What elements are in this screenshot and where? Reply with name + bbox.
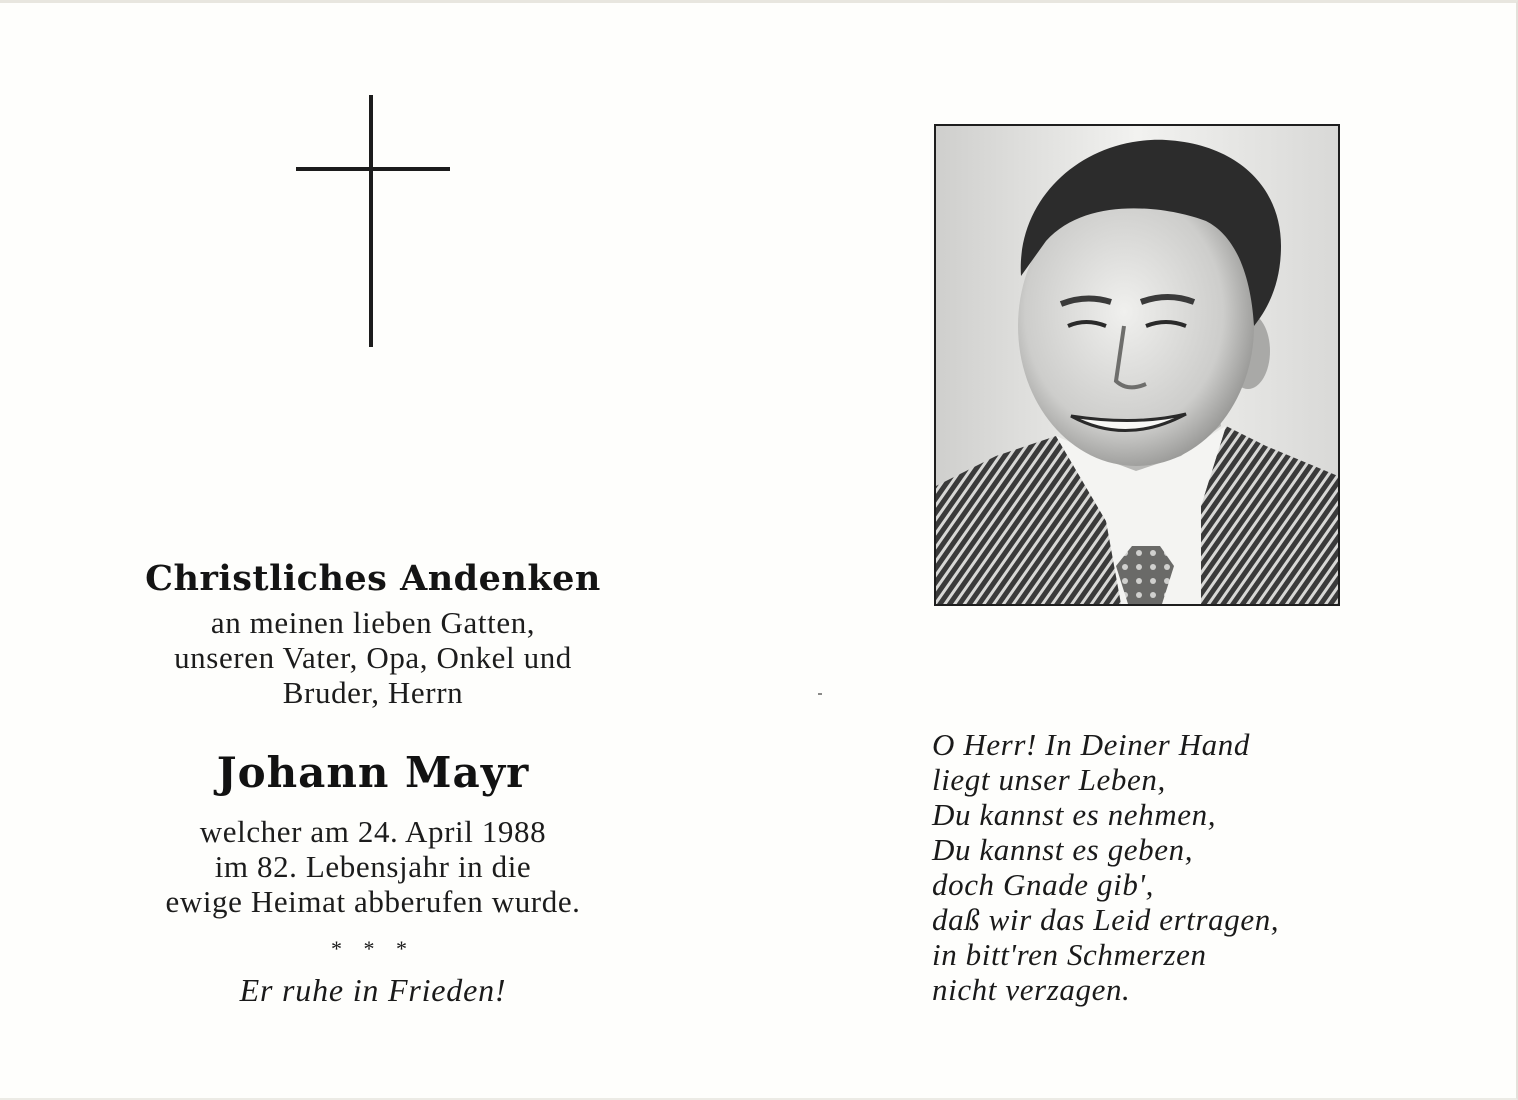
poem-line: daß wir das Leid ertragen, bbox=[932, 902, 1280, 937]
portrait-illustration bbox=[936, 126, 1338, 604]
cross-vertical-bar bbox=[369, 95, 373, 347]
separator-stars: * * * bbox=[331, 936, 415, 961]
poem-line: in bitt'ren Schmerzen bbox=[932, 937, 1207, 972]
cross-horizontal-bar bbox=[296, 167, 450, 171]
memorial-text bbox=[60, 553, 686, 1009]
intro-line: an meinen lieben Gatten, bbox=[210, 605, 536, 640]
poem bbox=[932, 727, 1452, 1007]
closing-line: Er ruhe in Frieden! bbox=[239, 972, 507, 1008]
deceased-name: Johann Mayr bbox=[216, 748, 530, 797]
poem-line: nicht verzagen. bbox=[932, 972, 1131, 1007]
poem-line: Du kannst es nehmen, bbox=[932, 797, 1217, 832]
cross-icon bbox=[296, 95, 450, 347]
poem-line: doch Gnade gib', bbox=[932, 867, 1154, 902]
death-line: welcher am 24. April 1988 bbox=[199, 814, 547, 849]
memorial-heading: Christliches Andenken bbox=[145, 558, 601, 599]
intro-line: unseren Vater, Opa, Onkel und bbox=[174, 640, 572, 675]
death-notice bbox=[60, 814, 686, 919]
poem-line: liegt unser Leben, bbox=[932, 762, 1166, 797]
paper-speck bbox=[818, 693, 822, 695]
poem-line: Du kannst es geben, bbox=[932, 832, 1194, 867]
poem-line: O Herr! In Deiner Hand bbox=[932, 727, 1250, 762]
death-line: im 82. Lebensjahr in die bbox=[214, 849, 532, 884]
death-line: ewige Heimat abberufen wurde. bbox=[165, 884, 581, 919]
intro-line: Bruder, Herrn bbox=[282, 675, 464, 710]
intro-block bbox=[60, 605, 686, 710]
portrait-photo bbox=[934, 124, 1340, 606]
